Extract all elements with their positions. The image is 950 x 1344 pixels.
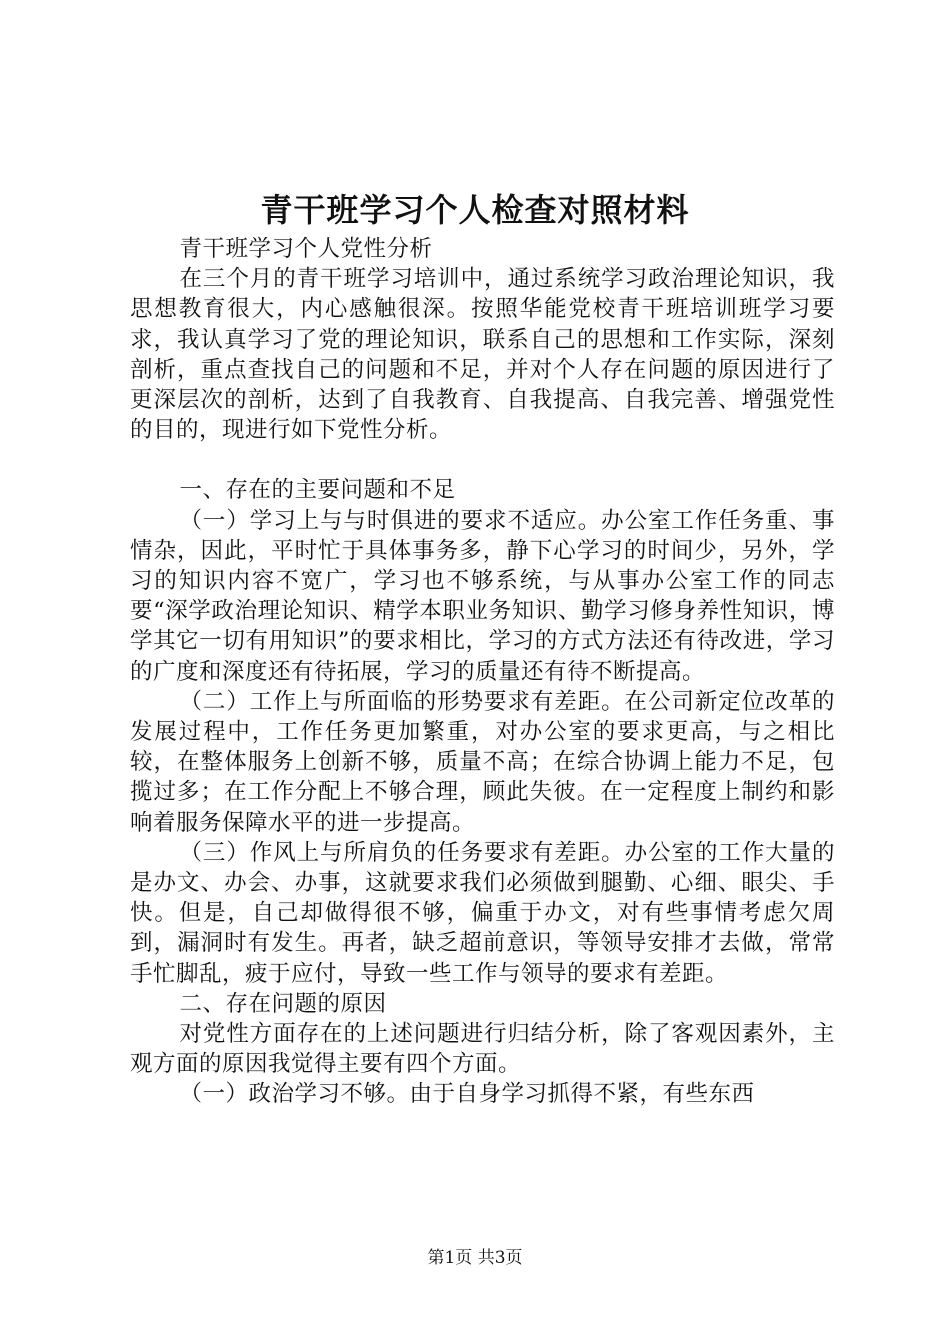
document-title: 青干班学习个人检查对照材料 (260, 191, 690, 229)
paragraph-intro: 在三个月的青干班学习培训中，通过系统学习政治理论知识，我思想教育很大，内心感触很深。按照华能党校青干班培训班学习要求，我认真学习了党的理论知识，联系自己的思想和工作实际，深刻剖析，重点查找自己的问题和不足，并对个人存在问题的原因进行了更深层次的剖析，达到了自我教育、自我提高、自我完善、增强党性的目的，现进行如下党性分析。 (130, 266, 835, 444)
paragraph-subtitle: 青干班学习个人党性分析 (179, 236, 433, 262)
section-heading-problems: 一、存在的主要问题和不足 (179, 477, 456, 504)
section-heading-causes: 二、存在问题的原因 (179, 990, 387, 1017)
paragraph-causes-intro: 对党性方面存在的上述问题进行归结分析，除了客观因素外，主观方面的原因我觉得主要有四个方面。 (130, 1021, 835, 1078)
paragraph-problem-1: （一）学习上与与时俱进的要求不适应。办公室工作任务重、事情杂，因此，平时忙于具体事务多，静下心学习的时间少，另外，学习的知识内容不宽广，学习也不够系统，与从事办公室工作的同志要“深学政治理论知识、精学本职业务知识、勤学习修身养性知识，博学其它一切有用知识”的要求相比，学习的方式方法还有待改进，学习的广度和深度还有待拓展，学习的质量还有待不断提高。 (130, 507, 835, 685)
document-body (130, 234, 835, 1110)
paragraph-problem-2: （二）工作上与所面临的形势要求有差距。在公司新定位改革的发展过程中，工作任务更加繁重，对办公室的要求更高，与之相比较，在整体服务上创新不够，质量不高；在综合协调上能力不足，包揽过多；在工作分配上不够合理，顾此失彼。在一定程度上制约和影响着服务保障水平的进一步提高。 (130, 688, 835, 836)
paragraph-problem-3: （三）作风上与所肩负的任务要求有差距。办公室的工作大量的是办文、办会、办事，这就要求我们必须做到腿勤、心细、眼尖、手快。但是，自己却做得很不够，偏重于办文，对有些事情考虑欠周到，漏洞时有发生。再者，缺乏超前意识，等领导安排才去做，常常手忙脚乱，疲于应付，导致一些工作与领导的要求有差距。 (130, 839, 835, 987)
page-footer: 第1页 共3页 (427, 1248, 523, 1268)
paragraph-cause-1: （一）政治学习不够。由于自身学习抓得不紧，有些东西 (179, 1081, 755, 1108)
